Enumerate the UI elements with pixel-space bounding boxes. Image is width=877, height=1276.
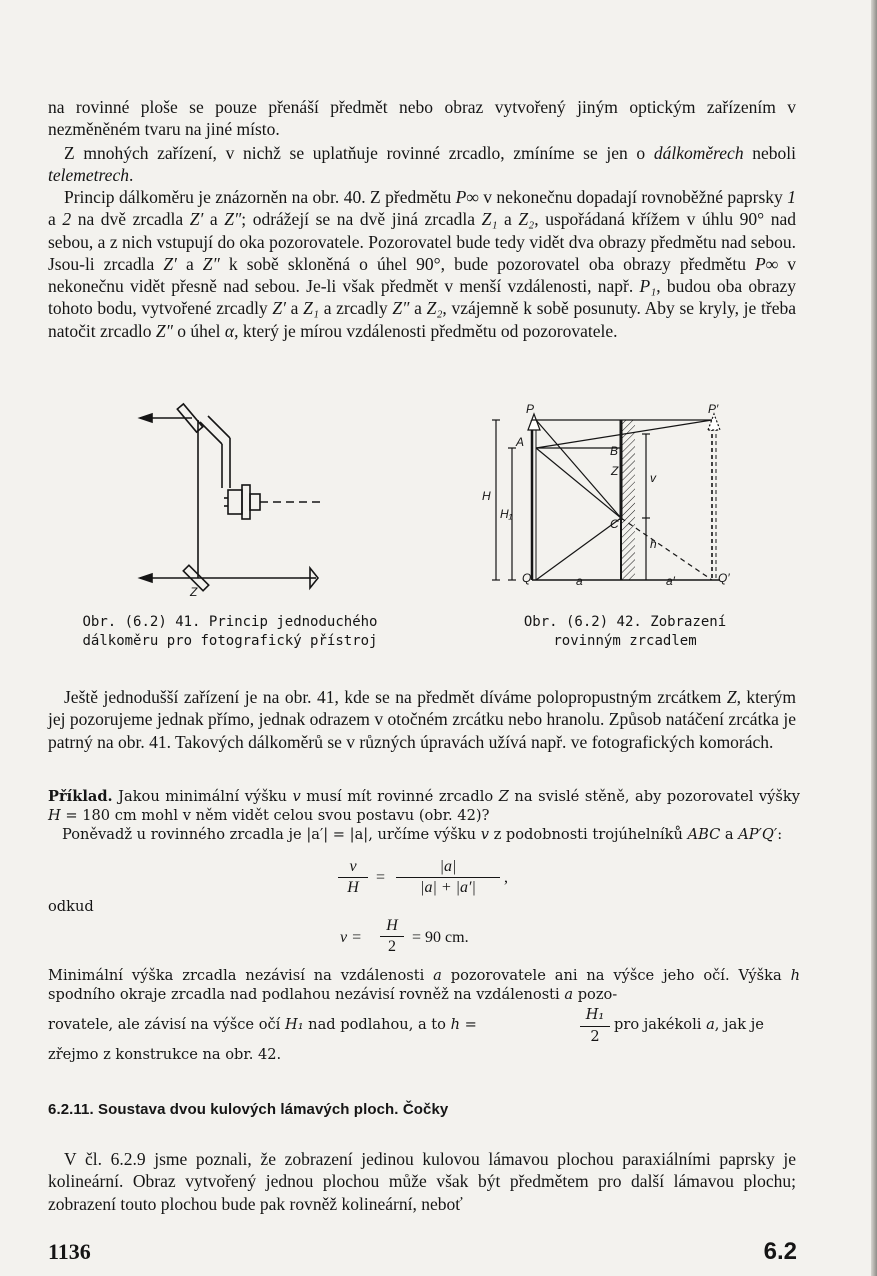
wall-hatching — [621, 420, 635, 580]
equation-ratio — [338, 858, 558, 904]
figure-41-drawing — [130, 398, 330, 598]
example-final-line: zřejmo z konstrukce na obr. 42. — [48, 1046, 282, 1063]
label-z: Z — [611, 464, 619, 478]
triangle-abc: ABC — [687, 826, 721, 843]
text: neboli — [743, 143, 796, 163]
text: v nekonečnu vidět přesně nad sebou. Je-li však předmět v menší vzdálenosti, např. — [48, 253, 797, 297]
text: v nekonečnu dopadají rovnoběžné paprsky — [478, 187, 788, 207]
symbol-h1: H₁ — [284, 1016, 304, 1033]
symbol-h-small: h — [790, 967, 800, 984]
symbol-z2: Z₂ — [426, 298, 443, 319]
paragraph-two-surfaces: V čl. 6.2.9 jsme poznali, že zobrazení jedinou kulovou lámavou plochou paraxiálními paprsky je kolineární. Obraz vytvořený jednou plochou může však být předmětem pro další lámavou plochu; zobrazení touto plochou bude pak rovněž kolineární, neboť — [48, 1149, 796, 1214]
symbol-p-infinity: P∞ — [455, 187, 479, 207]
denominator: |a| + |a′| — [420, 879, 476, 896]
symbol-p1: P₁ — [639, 276, 657, 297]
symbol-z-double-prime: Z″ — [202, 253, 220, 274]
label-distance-a: a — [576, 574, 583, 588]
odkud-text: odkud — [48, 898, 94, 915]
fraction-a-over-sum — [396, 858, 500, 897]
label-a: A — [516, 435, 525, 449]
equals-sign: = — [376, 869, 386, 886]
text: . — [128, 165, 134, 186]
symbol-a: a — [706, 1016, 715, 1033]
text: Princip dálkoměru je znázorněn na obr. 40. Z předmětu — [64, 187, 456, 207]
term-telemetr: telemetrech — [48, 165, 129, 186]
symbol-ray-2: 2 — [62, 209, 72, 230]
text: a — [203, 209, 225, 230]
paragraph-telemeters — [48, 142, 796, 187]
paragraph-intro-text: na rovinné ploše se pouze přenáší předmět nebo obraz vytvořený jiným optickým zařízením v nezměněném tvaru na jiné místo. — [48, 97, 796, 140]
paragraph-simple-device — [48, 686, 796, 753]
text: , kterým jej pozorujeme jednak přímo, jednak odrazem v otočném zrcátku nebo hranolu. Způsob natáčení zrcátka je patrný na obr. 41. Takových dálkoměrů se v různých úpravách užívá např. ve fotografických komorách. — [48, 687, 797, 752]
arrowhead-left-top — [140, 414, 152, 422]
label-z: Z — [190, 585, 198, 598]
text: Poněvadž u rovinného zrcadla je |a′| = |a|, určíme výšku — [62, 826, 481, 843]
figure-41-rangefinder — [130, 398, 330, 598]
symbol-p-infinity: P∞ — [755, 253, 779, 274]
caption-figure-42: Obr. (6.2) 42. Zobrazení rovinným zrcadlem — [523, 614, 727, 649]
text: z podobnosti trojúhelníků — [488, 826, 688, 843]
ray-a-to-c — [536, 448, 621, 518]
symbol-h-small: h — [450, 1016, 461, 1033]
fraction-v-over-h — [338, 858, 368, 897]
text: spodního okraje zrcadla nad podlahou nezávisí rovněž na vzdálenosti — [48, 985, 565, 1003]
equation-result — [340, 917, 540, 963]
symbol-z-prime: Z′ — [189, 209, 204, 230]
symbol-a: a — [564, 985, 574, 1003]
ray-q-to-c — [536, 518, 621, 580]
numerator: H₁ — [580, 1006, 610, 1027]
symbol-z1: Z₁ — [481, 209, 498, 230]
text: k sobě skloněná o úhel 90°, bude pozorovatel oba obrazy předmětu — [219, 253, 756, 274]
label-h1: H₁ — [500, 507, 513, 521]
symbol-z-double-prime: Z″ — [392, 298, 410, 319]
figure-42-drawing — [476, 400, 776, 600]
text: , jak je — [714, 1016, 764, 1033]
example-problem — [48, 788, 800, 825]
mirror-arm — [200, 422, 222, 444]
label-h-total: H — [482, 489, 491, 503]
label-q-prime: Q′ — [718, 571, 730, 585]
text: , vzájemně k sobě posunuty. Aby se kryly, je třeba natočit zrcadlo — [48, 298, 796, 341]
text: pozorovatele ani na výšce jeho očí. Výška — [441, 967, 791, 984]
label-q: Q — [522, 571, 532, 585]
text: , který je mírou vzdálenosti předmětu od pozorovatele. — [234, 320, 618, 341]
denominator: H — [347, 879, 359, 896]
symbol-alpha: α — [224, 320, 235, 341]
symbol-z-prime: Z′ — [272, 298, 286, 319]
text: na dvě zrcadla — [71, 209, 190, 230]
label-p: P — [526, 402, 535, 416]
label-v: v — [650, 471, 656, 485]
text: a — [409, 298, 427, 319]
text: a — [176, 253, 203, 274]
line-left-part — [48, 1016, 477, 1035]
equals-sign: = — [460, 1016, 477, 1033]
lhs: v = — [340, 929, 362, 946]
paragraph-principle — [48, 186, 796, 342]
symbol-z: Z — [726, 687, 737, 707]
figure-42-plane-mirror — [476, 400, 776, 600]
adjusting-knob-cap — [250, 494, 260, 510]
text: = 180 cm mohl v něm vidět celou svou postavu (obr. 42)? — [60, 806, 490, 824]
example-conclusion — [48, 967, 800, 1004]
denominator: 2 — [590, 1027, 600, 1045]
example-solution — [48, 826, 800, 845]
text: na svislé stěně, aby pozorovatel výšky — [508, 788, 801, 805]
text: , uspořádaná křížem v úhlu 90° nad sebou, a z nich vstupují do oka pozorovatele. Pozorovatel bude tedy vidět dva obrazy předmětu nad sebou. Jsou-li zrcadla — [48, 209, 796, 274]
term-dalkomer: dálkoměrech — [653, 143, 744, 163]
mirror-arm-outer — [208, 416, 230, 438]
text: musí mít rovinné zrcadlo — [300, 788, 499, 805]
text: pro jakékoli — [614, 1016, 707, 1033]
text: a — [720, 826, 739, 843]
text: a — [285, 298, 304, 319]
page-number: 1136 — [48, 1239, 91, 1264]
text: , budou oba obrazy tohoto bodu, vytvořené zrcadly — [48, 276, 796, 319]
caption-figure-41: Obr. (6.2) 41. Princip jednoduchého dálkoměru pro fotografický přístroj — [82, 614, 378, 649]
text: a — [497, 209, 519, 230]
label-distance-a-prime: a′ — [666, 574, 675, 588]
arrowhead-left-bottom — [140, 574, 152, 582]
text: Minimální výška zrcadla nezávisí na vzdálenosti — [48, 967, 434, 984]
text: a zrcadly — [318, 298, 393, 319]
symbol-z-prime: Z′ — [163, 253, 177, 274]
text: o úhel — [172, 320, 225, 341]
symbol-a: a — [433, 967, 442, 984]
fraction-h-over-2 — [380, 917, 404, 956]
text: Z mnohých zařízení, v nichž se uplatňuje rovinné zrcadlo, zmíníme se jen o — [64, 143, 654, 163]
symbol-z-double-prime: Z″ — [155, 320, 173, 341]
adjusting-wheel-body — [228, 490, 242, 514]
text: Jakou minimální výšku — [112, 788, 293, 805]
symbol-ray-1: 1 — [787, 187, 796, 207]
text: Ještě jednodušší zařízení je na obr. 41, kde se na předmět díváme polopropustným zrcátkem — [64, 687, 727, 707]
label-h-lower: h — [650, 537, 657, 551]
symbol-z2: Z₂ — [518, 209, 535, 230]
symbol-v: v — [292, 788, 301, 805]
text: rovatele, ale závisí na výšce očí — [48, 1016, 285, 1033]
example-conclusion-line-2 — [48, 1006, 800, 1046]
text: a — [48, 209, 63, 230]
symbol-z-double-prime: Z″ — [224, 209, 242, 230]
symbol-v: v — [480, 826, 489, 843]
numerator: |a| — [396, 858, 500, 878]
line-right-part — [614, 1016, 764, 1035]
numerator: v — [338, 858, 368, 878]
label-p-prime: P′ — [708, 402, 719, 416]
symbol-h: H — [48, 806, 61, 824]
numerator: H — [380, 917, 404, 937]
label-c: C — [610, 517, 619, 531]
symbol-z1: Z₁ — [303, 298, 319, 319]
triangle-apq: AP′Q′ — [738, 826, 778, 843]
rhs: = 90 cm. — [412, 929, 469, 946]
fraction-h1-over-2 — [580, 1006, 610, 1046]
symbol-z: Z — [498, 788, 509, 805]
text: nad podlahou, a to — [303, 1016, 451, 1033]
text: pozo- — [573, 985, 618, 1003]
label-b: B — [610, 444, 619, 458]
section-heading: 6.2.11. Soustava dvou kulových lámavých ploch. Čočky — [48, 1101, 449, 1118]
denominator: 2 — [388, 938, 396, 955]
paragraph-intro — [48, 96, 796, 141]
example-label: Příklad. — [48, 788, 113, 805]
comma: , — [504, 869, 508, 886]
text: : — [777, 826, 783, 843]
text: ; odrážejí se na dvě jiná zrcadla — [241, 209, 482, 230]
adjusting-knob — [242, 485, 250, 519]
chapter-number: 6.2 — [763, 1238, 797, 1265]
arrowhead-p-prime — [708, 414, 720, 430]
